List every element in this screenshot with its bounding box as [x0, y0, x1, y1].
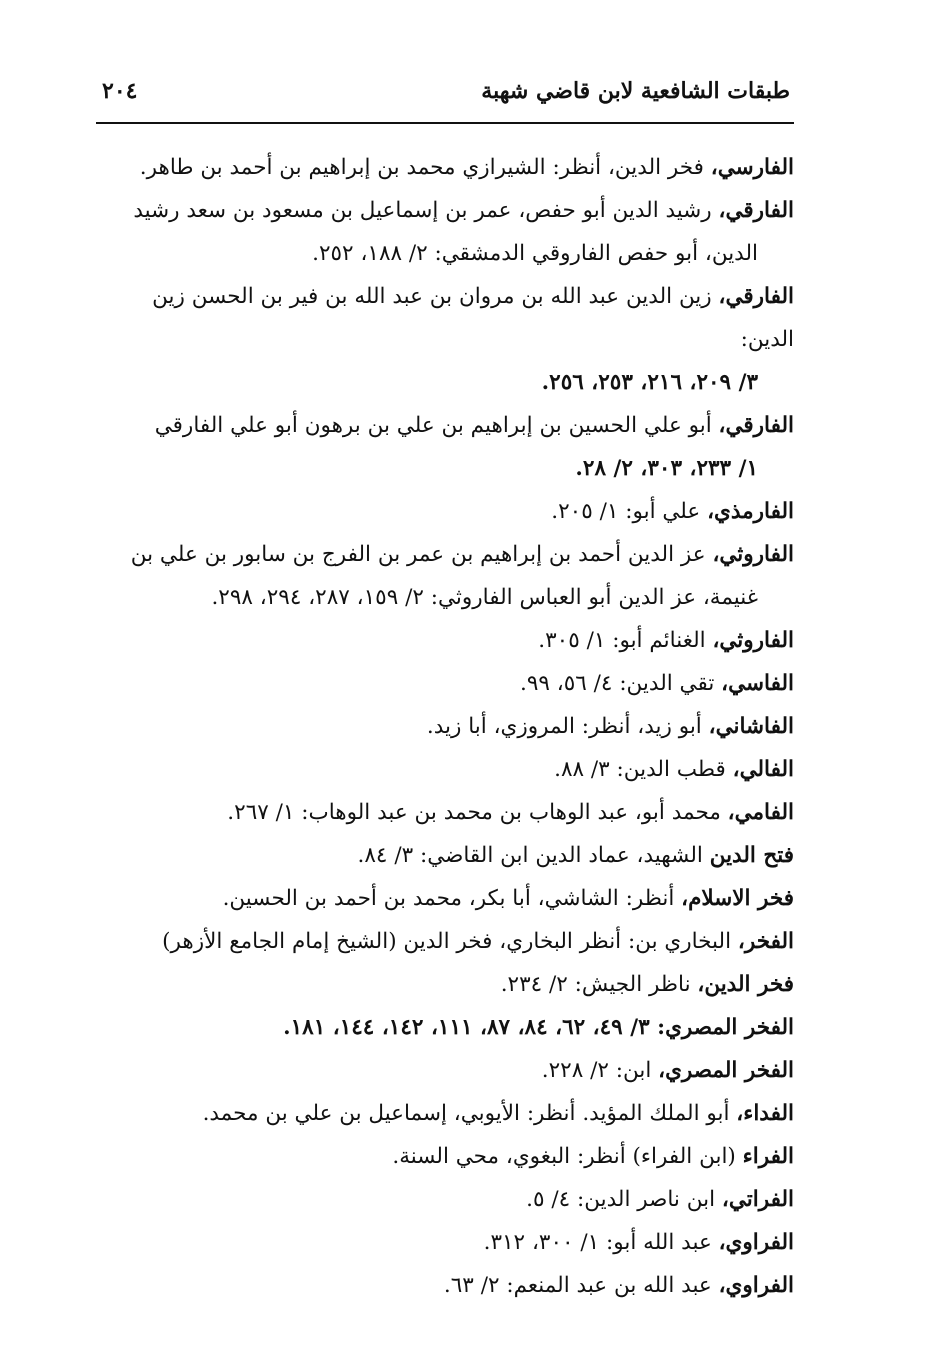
entry-text: محمد أبو، عبد الوهاب بن محمد بن عبد الوهاب: ١/ ٢٦٧. [227, 800, 728, 825]
entry-term: الفارقي، [718, 413, 794, 438]
entry-text: (ابن الفراء) أنظر: البغوي، محي السنة. [392, 1144, 743, 1169]
entry-term: الفراتي، [721, 1187, 794, 1212]
entry-continuation: ١/ ٢٣٣، ٣٠٣، ٢/ ٢٨. [575, 456, 758, 481]
page-number: ٢٠٤ [102, 78, 138, 104]
entry-text: أبو علي الحسين بن إبراهيم بن علي بن برهون أبو علي الفارقي [154, 413, 719, 438]
entry-term: فتح الدين [709, 843, 794, 868]
header-rule [96, 122, 794, 124]
entry-term: الفارسي، [710, 155, 794, 180]
index-entry [96, 662, 794, 705]
entry-text: عبد الله أبو: ١/ ٣٠٠، ٣١٢. [483, 1230, 719, 1255]
entry-text: زين الدين عبد الله بن مروان بن عبد الله بن فير بن الحسن زين الدين: [152, 284, 794, 352]
entry-text: علي أبو: ١/ ٢٠٥. [551, 499, 708, 524]
entry-term: الفخر المصري، [658, 1058, 794, 1083]
index-entry [96, 1135, 794, 1178]
index-entry [96, 533, 794, 619]
entry-term: فخر الاسلام، [681, 886, 794, 911]
entry-term: الفراوي، [718, 1230, 794, 1255]
index-entry [96, 877, 794, 920]
index-entries [96, 146, 794, 1307]
entry-term: الفاسي، [721, 671, 794, 696]
entry-term: فخر الدين، [697, 972, 794, 997]
page-header [96, 72, 794, 112]
index-entry [96, 404, 794, 490]
index-entry [96, 1264, 794, 1307]
entry-text: أبو زيد، أنظر: المروزي، أبا زيد. [426, 714, 709, 739]
entry-continuation: ٣/ ٢٠٩، ٢١٦، ٢٥٣، ٢٥٦. [541, 370, 758, 395]
entry-text: الشهيد، عماد الدين ابن القاضي: ٣/ ٨٤. [357, 843, 710, 868]
entry-text: عبد الله بن عبد المنعم: ٢/ ٦٣. [443, 1273, 719, 1298]
index-entry [96, 920, 794, 963]
index-entry [96, 791, 794, 834]
running-title: طبقات الشافعية لابن قاضي شهبة [481, 78, 790, 104]
entry-text: رشيد الدين أبو حفص، عمر بن إسماعيل بن مسعود بن سعد رشيد [133, 198, 719, 223]
entry-text: فخر الدين، أنظر: الشيرازي محمد بن إبراهيم بن أحمد بن طاهر. [139, 155, 711, 180]
index-entry [96, 189, 794, 275]
entry-text: عز الدين أحمد بن إبراهيم بن عمر بن الفرج بن سابور بن علي بن [130, 542, 713, 567]
index-entry [96, 146, 794, 189]
entry-text: ابن: ٢/ ٢٢٨. [541, 1058, 659, 1083]
entry-text: أنظر: الشاشي، أبا بكر، محمد بن أحمد بن الحسين. [222, 886, 682, 911]
entry-term: الفالي، [732, 757, 794, 782]
index-entry [96, 834, 794, 877]
entry-text: ابن ناصر الدين: ٤/ ٥. [526, 1187, 722, 1212]
index-entry [96, 1178, 794, 1221]
index-entry [96, 705, 794, 748]
index-entry [96, 619, 794, 662]
entry-term: الفراء [742, 1144, 794, 1169]
index-entry [96, 1049, 794, 1092]
index-entry [96, 275, 794, 404]
index-entry [96, 963, 794, 1006]
entry-term: الفداء، [736, 1101, 794, 1126]
entry-term: الفاروثي، [712, 542, 794, 567]
entry-continuation: الدين، أبو حفص الفاروقي الدمشقي: ٢/ ١٨٨، ٢٥٢. [312, 241, 758, 266]
index-entry [96, 490, 794, 533]
entry-term: الفاروثي، [712, 628, 794, 653]
index-entry [96, 748, 794, 791]
entry-text: البخاري بن: أنظر البخاري، فخر الدين (الشيخ إمام الجامع الأزهر) [162, 929, 738, 954]
entry-term: الفاشاني، [708, 714, 794, 739]
entry-text: ناظر الجيش: ٢/ ٢٣٤. [500, 972, 698, 997]
entry-term: الفارمذي، [707, 499, 794, 524]
entry-term: الفراوي، [718, 1273, 794, 1298]
entry-term: الفخر، [737, 929, 794, 954]
index-entry [96, 1006, 794, 1049]
entry-text: تقي الدين: ٤/ ٥٦، ٩٩. [520, 671, 722, 696]
entry-text: الغنائم أبو: ١/ ٣٠٥. [538, 628, 713, 653]
entry-text: ٣/ ٤٩، ٦٢، ٨٤، ٨٧، ١١١، ١٤٢، ١٤٤، ١٨١. [283, 1015, 658, 1040]
entry-continuation: غنيمة، عز الدين أبو العباس الفاروثي: ٢/ ١٥٩، ٢٨٧، ٢٩٤، ٢٩٨. [211, 585, 758, 610]
index-entry [96, 1221, 794, 1264]
entry-text: أبو الملك المؤيد. أنظر: الأيوبي، إسماعيل بن علي بن محمد. [202, 1101, 737, 1126]
entry-term: الفخر المصري: [657, 1015, 794, 1040]
entry-term: الفارقي، [718, 284, 794, 309]
index-entry [96, 1092, 794, 1135]
entry-text: قطب الدين: ٣/ ٨٨. [554, 757, 733, 782]
entry-term: الفارقي، [718, 198, 794, 223]
entry-term: الفامي، [727, 800, 794, 825]
